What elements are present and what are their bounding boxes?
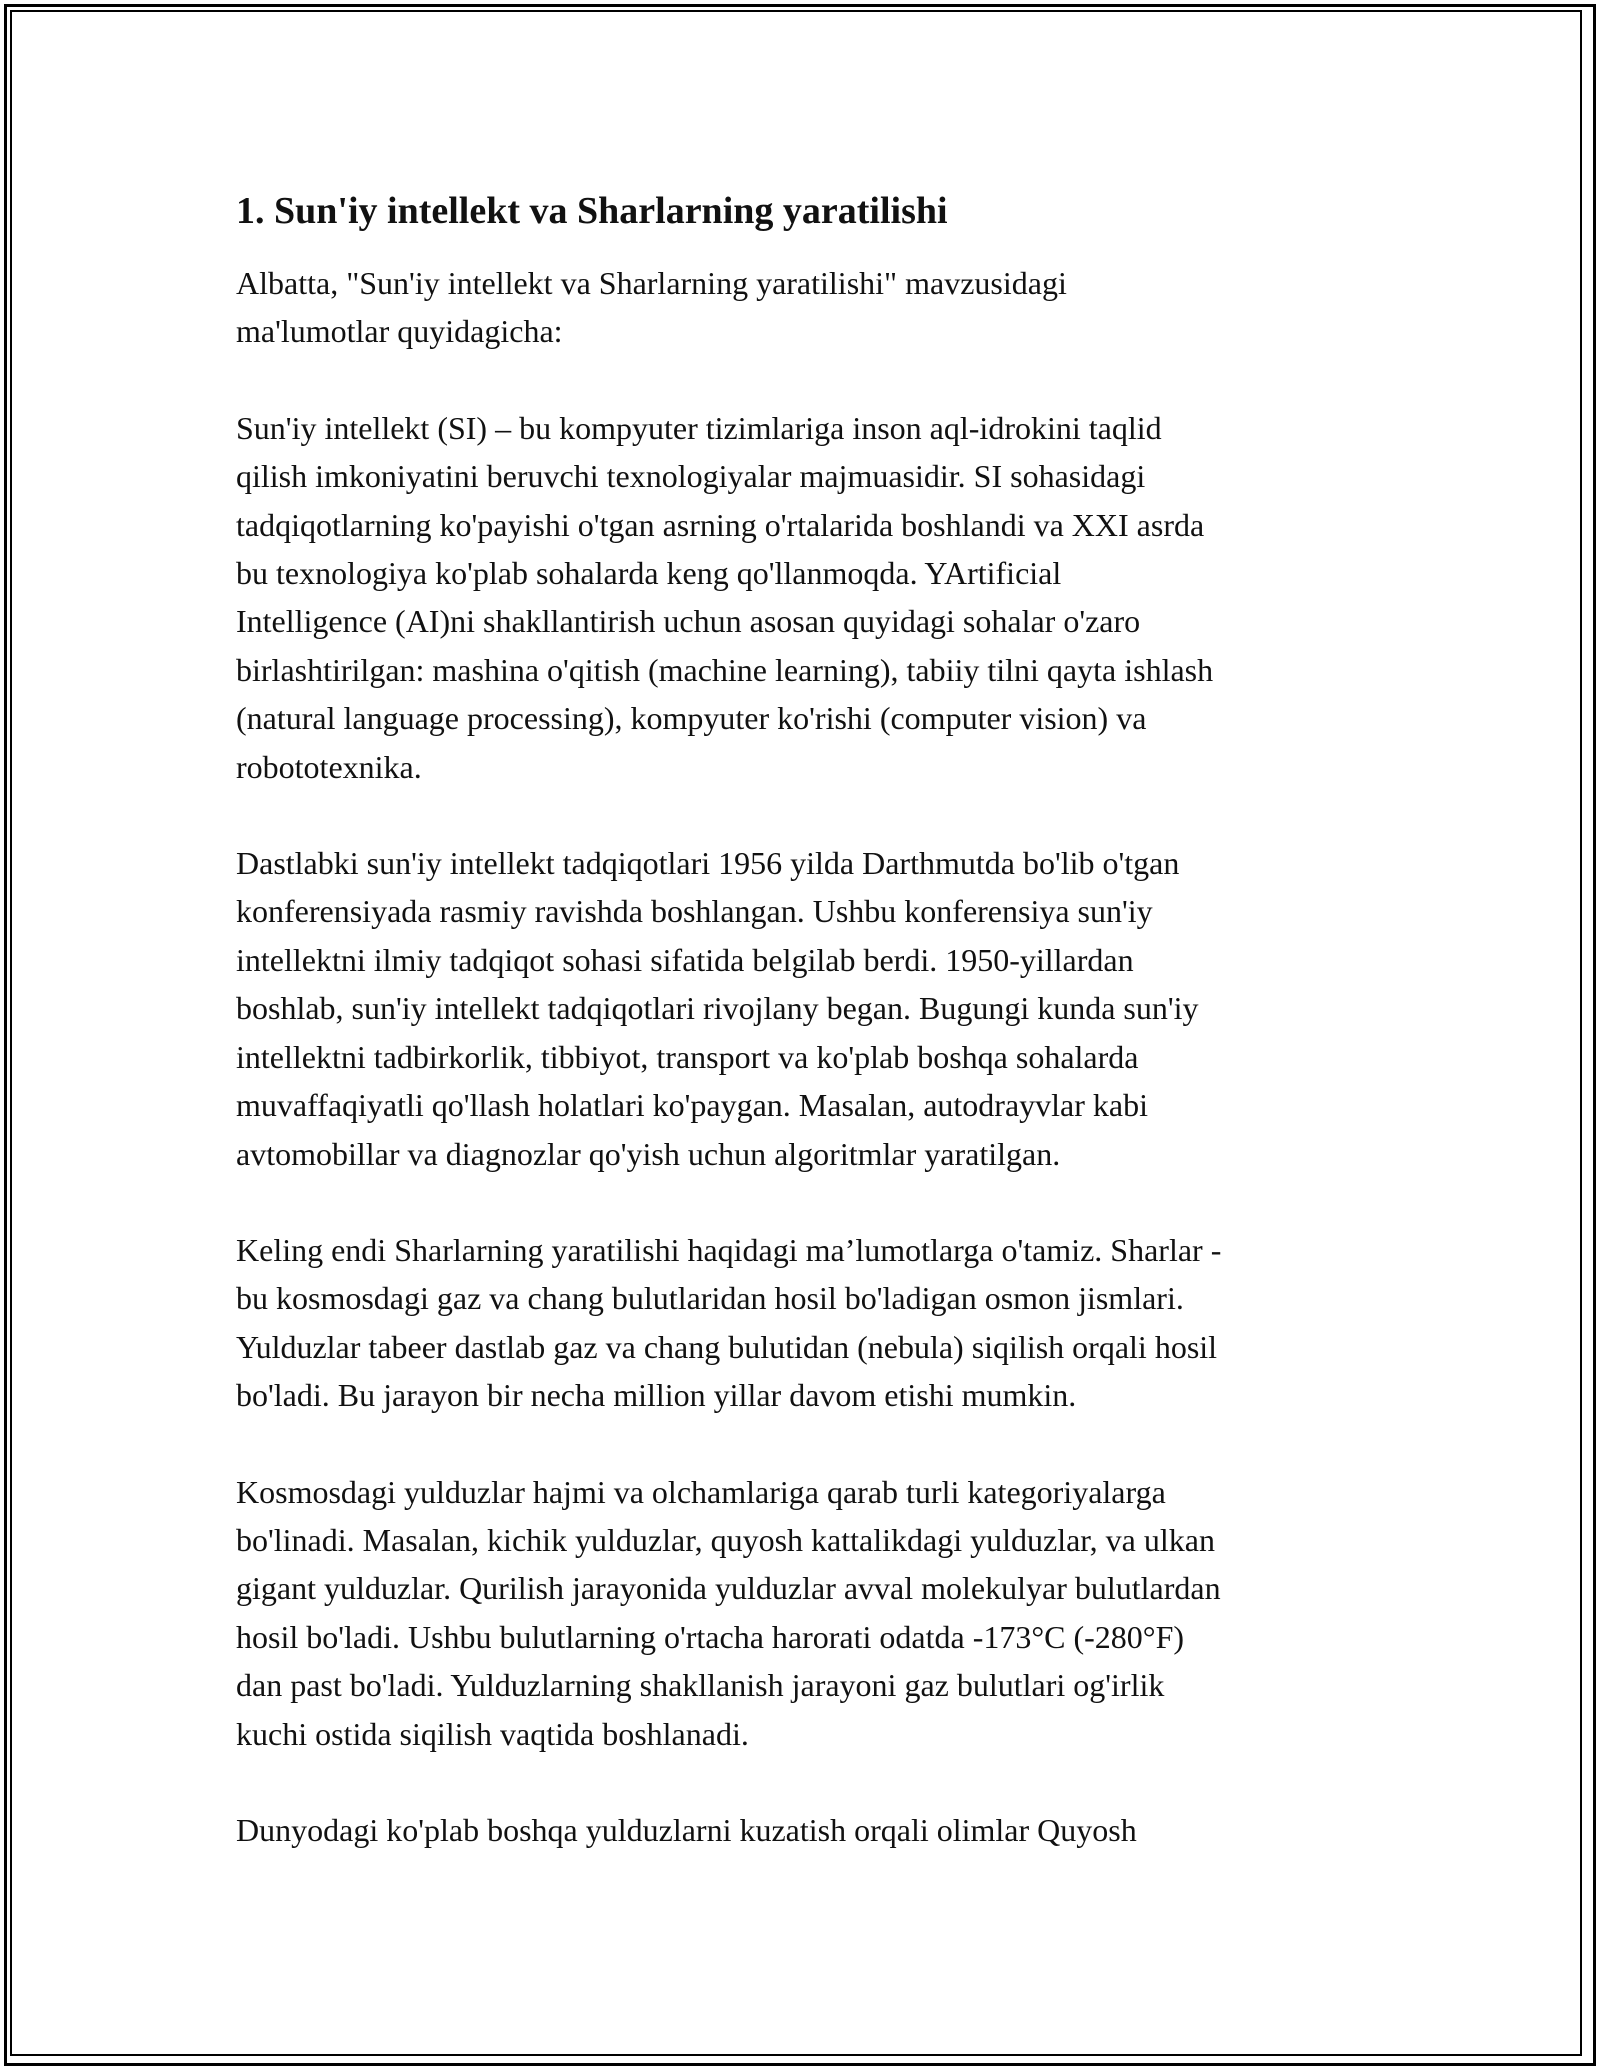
document-body [236, 185, 1376, 1902]
paragraph-line: Albatta, "Sun'iy intellekt va Sharlarning yaratilishi" mavzusidagi [236, 265, 1067, 301]
paragraph-line: Sun'iy intellekt (SI) – bu kompyuter tizimlariga inson aql-idrokini taqlid [236, 409, 1162, 446]
paragraph-line: bo'linadi. Masalan, kichik yulduzlar, quyosh kattalikdagi yulduzlar, va ulkan [236, 1521, 1215, 1558]
paragraph-stars-intro [236, 1226, 1376, 1420]
paragraph-line: bo'ladi. Bu jarayon bir necha million yillar davom etishi mumkin. [236, 1377, 1077, 1414]
paragraph-line: birlashtirilgan: mashina o'qitish (machine learning), tabiiy tilni qayta ishlash [236, 651, 1214, 688]
paragraph-line: intellektni ilmiy tadqiqot sohasi sifatida belgilab berdi. 1950-yillardan [236, 941, 1134, 978]
paragraph-line: boshlab, sun'iy intellekt tadqiqotlari rivojlany began. Bugungi kunda sun'iy [236, 990, 1199, 1027]
paragraph-ai-definition [236, 404, 1376, 791]
paragraph-line: intellektni tadbirkorlik, tibbiyot, transport va ko'plab boshqa sohalarda [236, 1038, 1139, 1075]
paragraph-line: hosil bo'ladi. Ushbu bulutlarning o'rtacha harorati odatda -173°C (-280°F) [236, 1618, 1185, 1655]
paragraph-line: qilish imkoniyatini beruvchi texnologiyalar majmuasidir. SI sohasidagi [236, 458, 1146, 495]
paragraph-line: robototexnika. [236, 748, 422, 785]
paragraph-observation [236, 1806, 1376, 1854]
paragraph-intro [236, 259, 1376, 356]
paragraph-line: bu kosmosdagi gaz va chang bulutlaridan hosil bo'ladigan osmon jismlari. [236, 1280, 1184, 1317]
paragraph-ai-history [236, 839, 1376, 1178]
paragraph-line: Kosmosdagi yulduzlar hajmi va olchamlariga qarab turli kategoriyalarga [236, 1473, 1166, 1510]
paragraph-line: gigant yulduzlar. Qurilish jarayonida yulduzlar avval molekulyar bulutlardan [236, 1570, 1221, 1607]
paragraph-line: dan past bo'ladi. Yulduzlarning shakllanish jarayoni gaz bulutlari og'irlik [236, 1667, 1165, 1704]
paragraph-line: ma'lumotlar quyidagicha: [236, 313, 563, 350]
paragraph-line: (natural language processing), kompyuter ko'rishi (computer vision) va [236, 700, 1147, 737]
paragraph-line: avtomobillar va diagnozlar qo'yish uchun algoritmlar yaratilgan. [236, 1135, 1061, 1172]
paragraph-line: Yulduzlar tabeer dastlab gaz va chang bulutidan (nebula) siqilish orqali hosil [236, 1328, 1218, 1365]
section-heading: 1. Sun'iy intellekt va Sharlarning yaratilishi [236, 190, 948, 232]
paragraph-line: konferensiyada rasmiy ravishda boshlangan. Ushbu konferensiya sun'iy [236, 893, 1153, 930]
paragraph-stars-categories [236, 1468, 1376, 1758]
paragraph-line: bu texnologiya ko'plab sohalarda keng qo'llanmoqda. YArtificial [236, 555, 1062, 592]
paragraph-line: muvaffaqiyatli qo'llash holatlari ko'paygan. Masalan, autodrayvlar kabi [236, 1087, 1148, 1124]
paragraph-line: kuchi ostida siqilish vaqtida boshlanadi. [236, 1715, 749, 1752]
paragraph-line: Dastlabki sun'iy intellekt tadqiqotlari 1956 yilda Darthmutda bo'lib o'tgan [236, 845, 1180, 882]
paragraph-line: Keling endi Sharlarning yaratilishi haqidagi ma’lumotlarga o'tamiz. Sharlar - [236, 1231, 1222, 1268]
paragraph-line: Intelligence (AI)ni shakllantirish uchun asosan quyidagi sohalar o'zaro [236, 603, 1141, 640]
paragraph-line: Dunyodagi ko'plab boshqa yulduzlarni kuzatish orqali olimlar Quyosh [236, 1811, 1137, 1848]
paragraph-line: tadqiqotlarning ko'payishi o'tgan asrning o'rtalarida boshlandi va XXI asrda [236, 506, 1205, 543]
